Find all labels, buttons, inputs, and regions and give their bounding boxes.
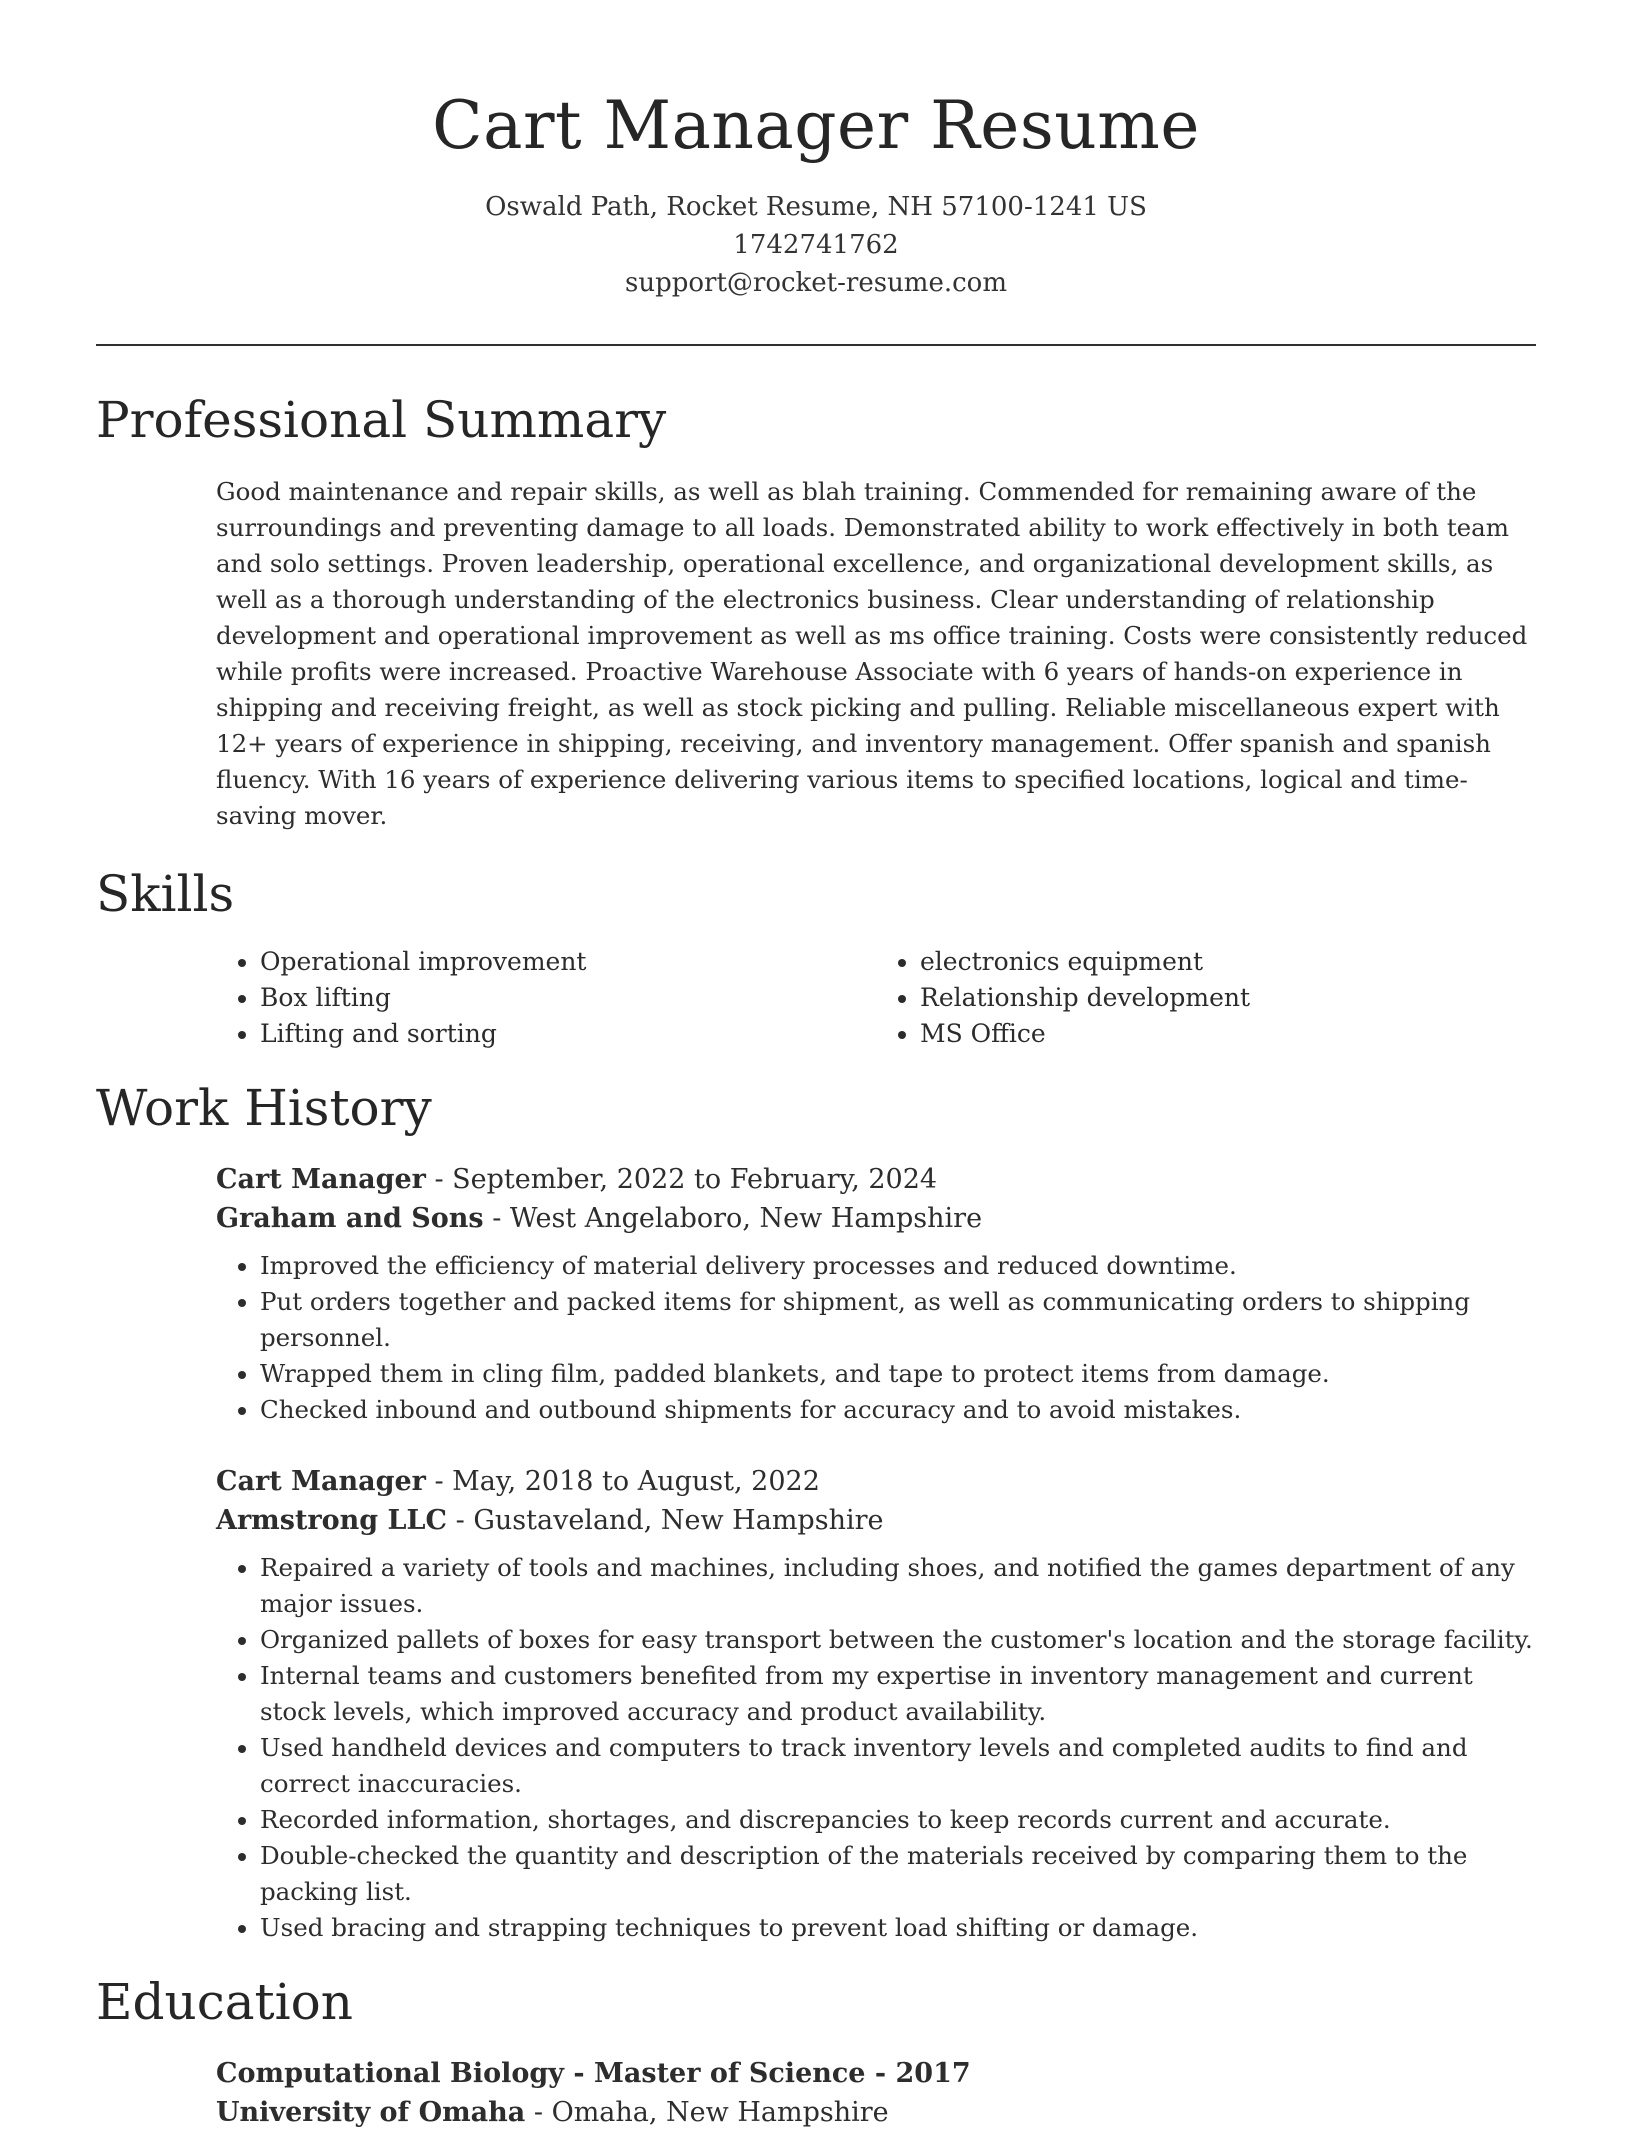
education-school-location: - Omaha, New Hampshire: [525, 2097, 889, 2128]
header-divider: [96, 344, 1536, 346]
job-bullet: • Internal teams and customers benefited from my expertise in inventory management and current stock levels, which improved accuracy and product availability.: [260, 1658, 1536, 1730]
education-degree-line: [216, 2054, 1536, 2093]
job-bullet: • Repaired a variety of tools and machines, including shoes, and notified the games department of any major issues.: [260, 1550, 1536, 1622]
skill-item: • MS Office: [920, 1016, 1536, 1052]
job-company: Armstrong LLC: [216, 1505, 448, 1536]
job-entry: [216, 1462, 1536, 1946]
skill-item: • Box lifting: [260, 980, 876, 1016]
skills-heading: Skills: [96, 865, 235, 923]
contact-email: support@rocket-resume.com: [624, 268, 1007, 298]
education-degree: Computational Biology - Master of Science - 2017: [216, 2058, 971, 2089]
skills-column-left: [216, 944, 876, 1052]
job-bullet: • Double-checked the quantity and description of the materials received by comparing them to the packing list.: [260, 1838, 1536, 1910]
job-bullet: • Used bracing and strapping techniques to prevent load shifting or damage.: [260, 1910, 1536, 1946]
education-section: [96, 1970, 1536, 2132]
skill-item: • Operational improvement: [260, 944, 876, 980]
resume-title: Cart Manager Resume: [432, 87, 1200, 164]
job-company: Graham and Sons: [216, 1203, 484, 1234]
skill-item: • electronics equipment: [920, 944, 1536, 980]
contact-address: Oswald Path, Rocket Resume, NH 57100-1241 US: [485, 192, 1147, 222]
job-dates: - September, 2022 to February, 2024: [425, 1164, 938, 1195]
job-dates: - May, 2018 to August, 2022: [425, 1466, 820, 1497]
skills-column-right: [876, 944, 1536, 1052]
skills-section: [96, 862, 1536, 1052]
job-title-line: [216, 1160, 1536, 1199]
work-history-section: [96, 1076, 1536, 1946]
education-entry: [216, 2054, 1536, 2132]
job-location: - Gustaveland, New Hampshire: [447, 1505, 884, 1536]
resume-header: [96, 0, 1536, 302]
job-bullet: • Recorded information, shortages, and discrepancies to keep records current and accurate.: [260, 1802, 1536, 1838]
job-bullet: • Improved the efficiency of material delivery processes and reduced downtime.: [260, 1248, 1536, 1284]
summary-section: [96, 388, 1536, 834]
skill-item: • Relationship development: [920, 980, 1536, 1016]
skill-item: • Lifting and sorting: [260, 1016, 876, 1052]
skills-grid: [216, 944, 1536, 1052]
education-school: University of Omaha: [216, 2097, 526, 2128]
summary-text: Good maintenance and repair skills, as well as blah training. Commended for remaining aware of the surroundings and preventing damage to all loads. Demonstrated ability to work effectively in both team and solo settings. Proven leadership, operational excellence, and organizational development skills, as well as a thorough understanding of the electronics business. Clear understanding of relationship development and operational improvement as well as ms office training. Costs were consistently reduced while profits were increased. Proactive Warehouse Associate with 6 years of hands-on experience in shipping and receiving freight, as well as stock picking and pulling. Reliable miscellaneous expert with 12+ years of experience in shipping, receiving, and inventory management. Offer spanish and spanish fluency. With 16 years of experience delivering various items to specified locations, logical and time-saving mover.: [216, 477, 1528, 830]
job-title-line: [216, 1462, 1536, 1501]
job-company-line: [216, 1199, 1536, 1238]
job-entry: [216, 1160, 1536, 1428]
job-bullet: • Organized pallets of boxes for easy transport between the customer's location and the storage facility.: [260, 1622, 1536, 1658]
job-bullet: • Checked inbound and outbound shipments for accuracy and to avoid mistakes.: [260, 1392, 1536, 1428]
job-position: Cart Manager: [216, 1466, 426, 1497]
summary-heading: Professional Summary: [96, 391, 667, 449]
job-location: - West Angelaboro, New Hampshire: [483, 1203, 983, 1234]
job-bullets: [216, 1248, 1536, 1428]
education-school-line: [216, 2093, 1536, 2132]
job-bullet: • Wrapped them in cling film, padded blankets, and tape to protect items from damage.: [260, 1356, 1536, 1392]
job-company-line: [216, 1501, 1536, 1540]
education-heading: Education: [96, 1973, 353, 2031]
contact-phone: 1742741762: [733, 230, 899, 260]
job-bullet: • Used handheld devices and computers to track inventory levels and completed audits to find and correct inaccuracies.: [260, 1730, 1536, 1802]
work-history-heading: Work History: [96, 1079, 432, 1137]
job-bullets: [216, 1550, 1536, 1946]
job-position: Cart Manager: [216, 1164, 426, 1195]
job-bullet: • Put orders together and packed items for shipment, as well as communicating orders to shipping personnel.: [260, 1284, 1536, 1356]
contact-info: [96, 188, 1536, 302]
